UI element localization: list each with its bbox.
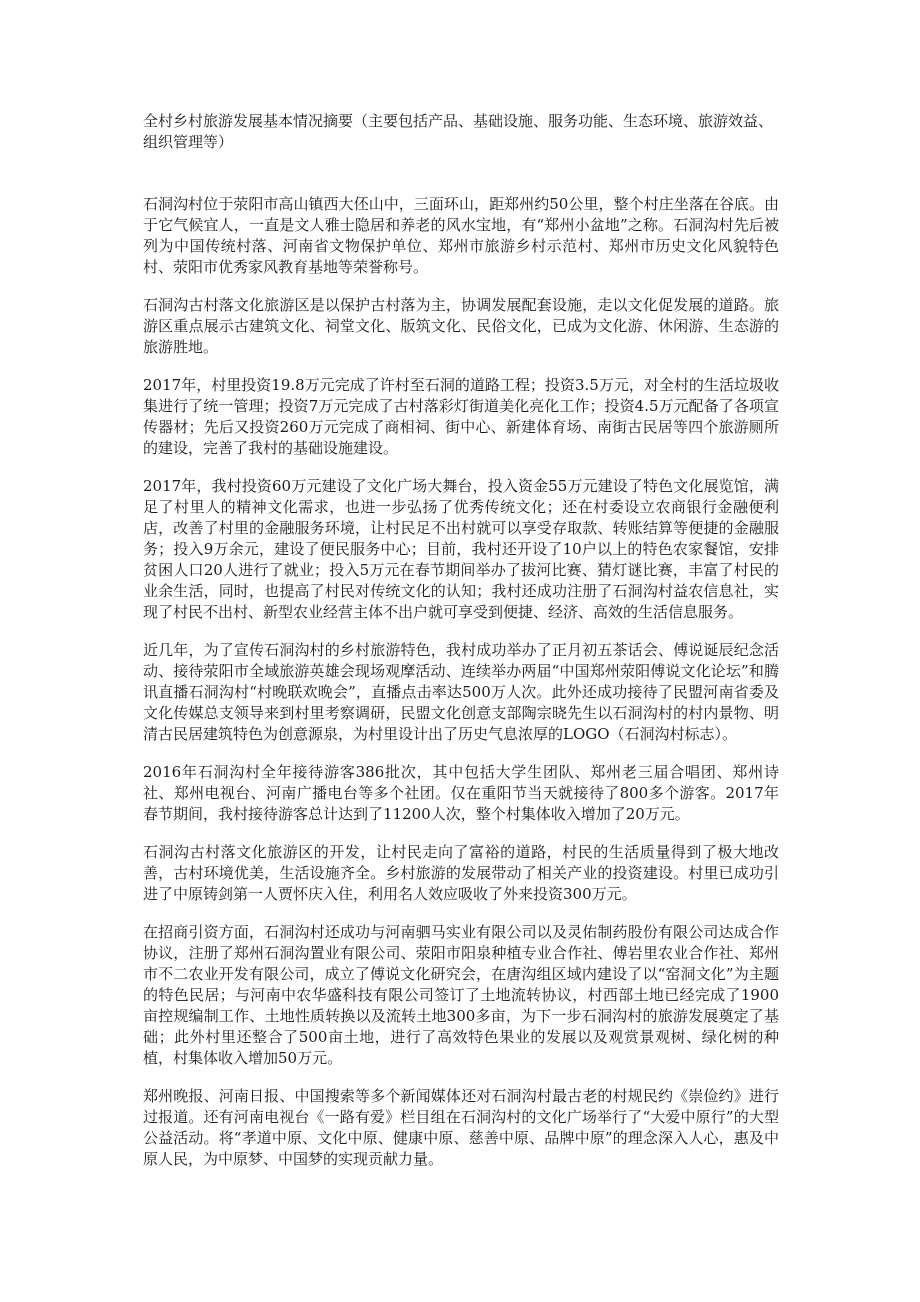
paragraph-visitors: 2016年石洞沟村全年接待游客386批次，其中包括大学生团队、郑州老三届合唱团、郑州诗社、郑州电视台、河南广播电台等多个社团。仅在重阳节当天就接待了800多个游客。2017年春节期间，我村接待游客总计达到了11200人次，整个村集体收入增加了20万元。 (143, 763, 779, 823)
paragraph-development: 石洞沟古村落文化旅游区的开发，让村民走向了富裕的道路，村民的生活质量得到了极大地改善，古村环境优美，生活设施齐全。乡村旅游的发展带动了相关产业的投资建设。村里已成功引进了中原铸剑第一人贾怀庆入住，利用名人效应吸收了外来投资300万元。 (143, 843, 779, 903)
paragraph-overview: 石洞沟村位于荥阳市高山镇西大伾山中，三面环山，距郑州约50公里，整个村庄坐落在谷底。由于它气候宜人，一直是文人雅士隐居和养老的风水宝地，有“郑州小盆地”之称。石洞沟村先后被列为中国传统村落、河南省文物保护单位、郑州市旅游乡村示范村、郑州市历史文化风貌特色村、荥阳市优秀家风教育基地等荣誉称号。 (143, 195, 779, 276)
paragraph-media: 郑州晚报、河南日报、中国搜索等多个新闻媒体还对石洞沟村最古老的村规民约《崇俭约》进行过报道。还有河南电视台《一路有爱》栏目组在石洞沟村的文化广场举行了“大爱中原行”的大型公益活动。将“孝道中原、文化中原、健康中原、慈善中原、品牌中原”的理念深入人心，惠及中原人民，为中原梦、中国梦的实现贡献力量。 (143, 1087, 779, 1168)
paragraph-infrastructure: 2017年，村里投资19.8万元完成了许村至石洞的道路工程；投资3.5万元，对全村的生活垃圾收集进行了统一管理；投资7万元完成了古村落彩灯街道美化亮化工作；投资4.5万元配备了各项宣传器材；先后又投资260万元完成了商相祠、街中心、新建体育场、南街古民居等四个旅游厕所的建设，完善了我村的基础设施建设。 (143, 376, 779, 457)
paragraph-culture-services: 2017年，我村投资60万元建设了文化广场大舞台，投入资金55万元建设了特色文化展览馆，满足了村里人的精神文化需求，也进一步弘扬了优秀传统文化；还在村委设立农商银行金融便利店，改善了村里的金融服务环境，让村民足不出村就可以享受存取款、转账结算等便捷的金融服务；投入9万余元，建设了便民服务中心；目前，我村还开设了10户以上的特色农家餐馆，安排贫困人口20人进行了就业；投入5万元在春节期间举办了拔河比赛、猜灯谜比赛，丰富了村民的业余生活，同时，也提高了村民对传统文化的认知；我村还成功注册了石洞沟村益农信息社，实现了村民不出村、新型农业经营主体不出户就可享受到便捷、经济、高效的生活信息服务。 (143, 477, 779, 621)
document-title: 全村乡村旅游发展基本情况摘要（主要包括产品、基础设施、服务功能、生态环境、旅游效益、组织管理等） (143, 112, 774, 151)
paragraph-promotion: 近几年，为了宣传石洞沟村的乡村旅游特色，我村成功举办了正月初五茶话会、傅说诞辰纪念活动、接待荥阳市全域旅游英雄会现场观摩活动、连续举办两届“中国郑州荥阳傅说文化论坛”和腾讯直播石洞沟村“村晚联欢晚会”，直播点击率达500万人次。此外还成功接待了民盟河南省委及文化传媒总支领导来到村里考察调研，民盟文化创意支部陶宗晓先生以石洞沟村的村内景物、明清古民居建筑特色为创意源泉，为村里设计出了历史气息浓厚的LOGO（石洞沟村标志）。 (143, 641, 779, 743)
paragraph-investment: 在招商引资方面，石洞沟村还成功与河南驷马实业有限公司以及灵佑制药股份有限公司达成合作协议，注册了郑州石洞沟置业有限公司、荥阳市阳泉种植专业合作社、傅岩里农业合作社、郑州市不二农业开发有限公司，成立了傅说文化研究会，在唐沟组区域内建设了以“窑洞文化”为主题的特色民居；与河南中农华盛科技有限公司签订了土地流转协议，村西部土地已经完成了1900亩控规编制工作、土地性质转换以及流转土地300多亩，为下一步石洞沟村的旅游发展奠定了基础；此外村里还整合了500亩土地，进行了高效特色果业的发展以及观赏景观树、绿化树的种植，村集体收入增加50万元。 (143, 923, 779, 1067)
paragraph-tourism-zone: 石洞沟古村落文化旅游区是以保护古村落为主，协调发展配套设施，走以文化促发展的道路。旅游区重点展示古建筑文化、祠堂文化、版筑文化、民俗文化，已成为文化游、休闲游、生态游的旅游胜地。 (143, 296, 779, 356)
document-page (143, 111, 779, 1187)
